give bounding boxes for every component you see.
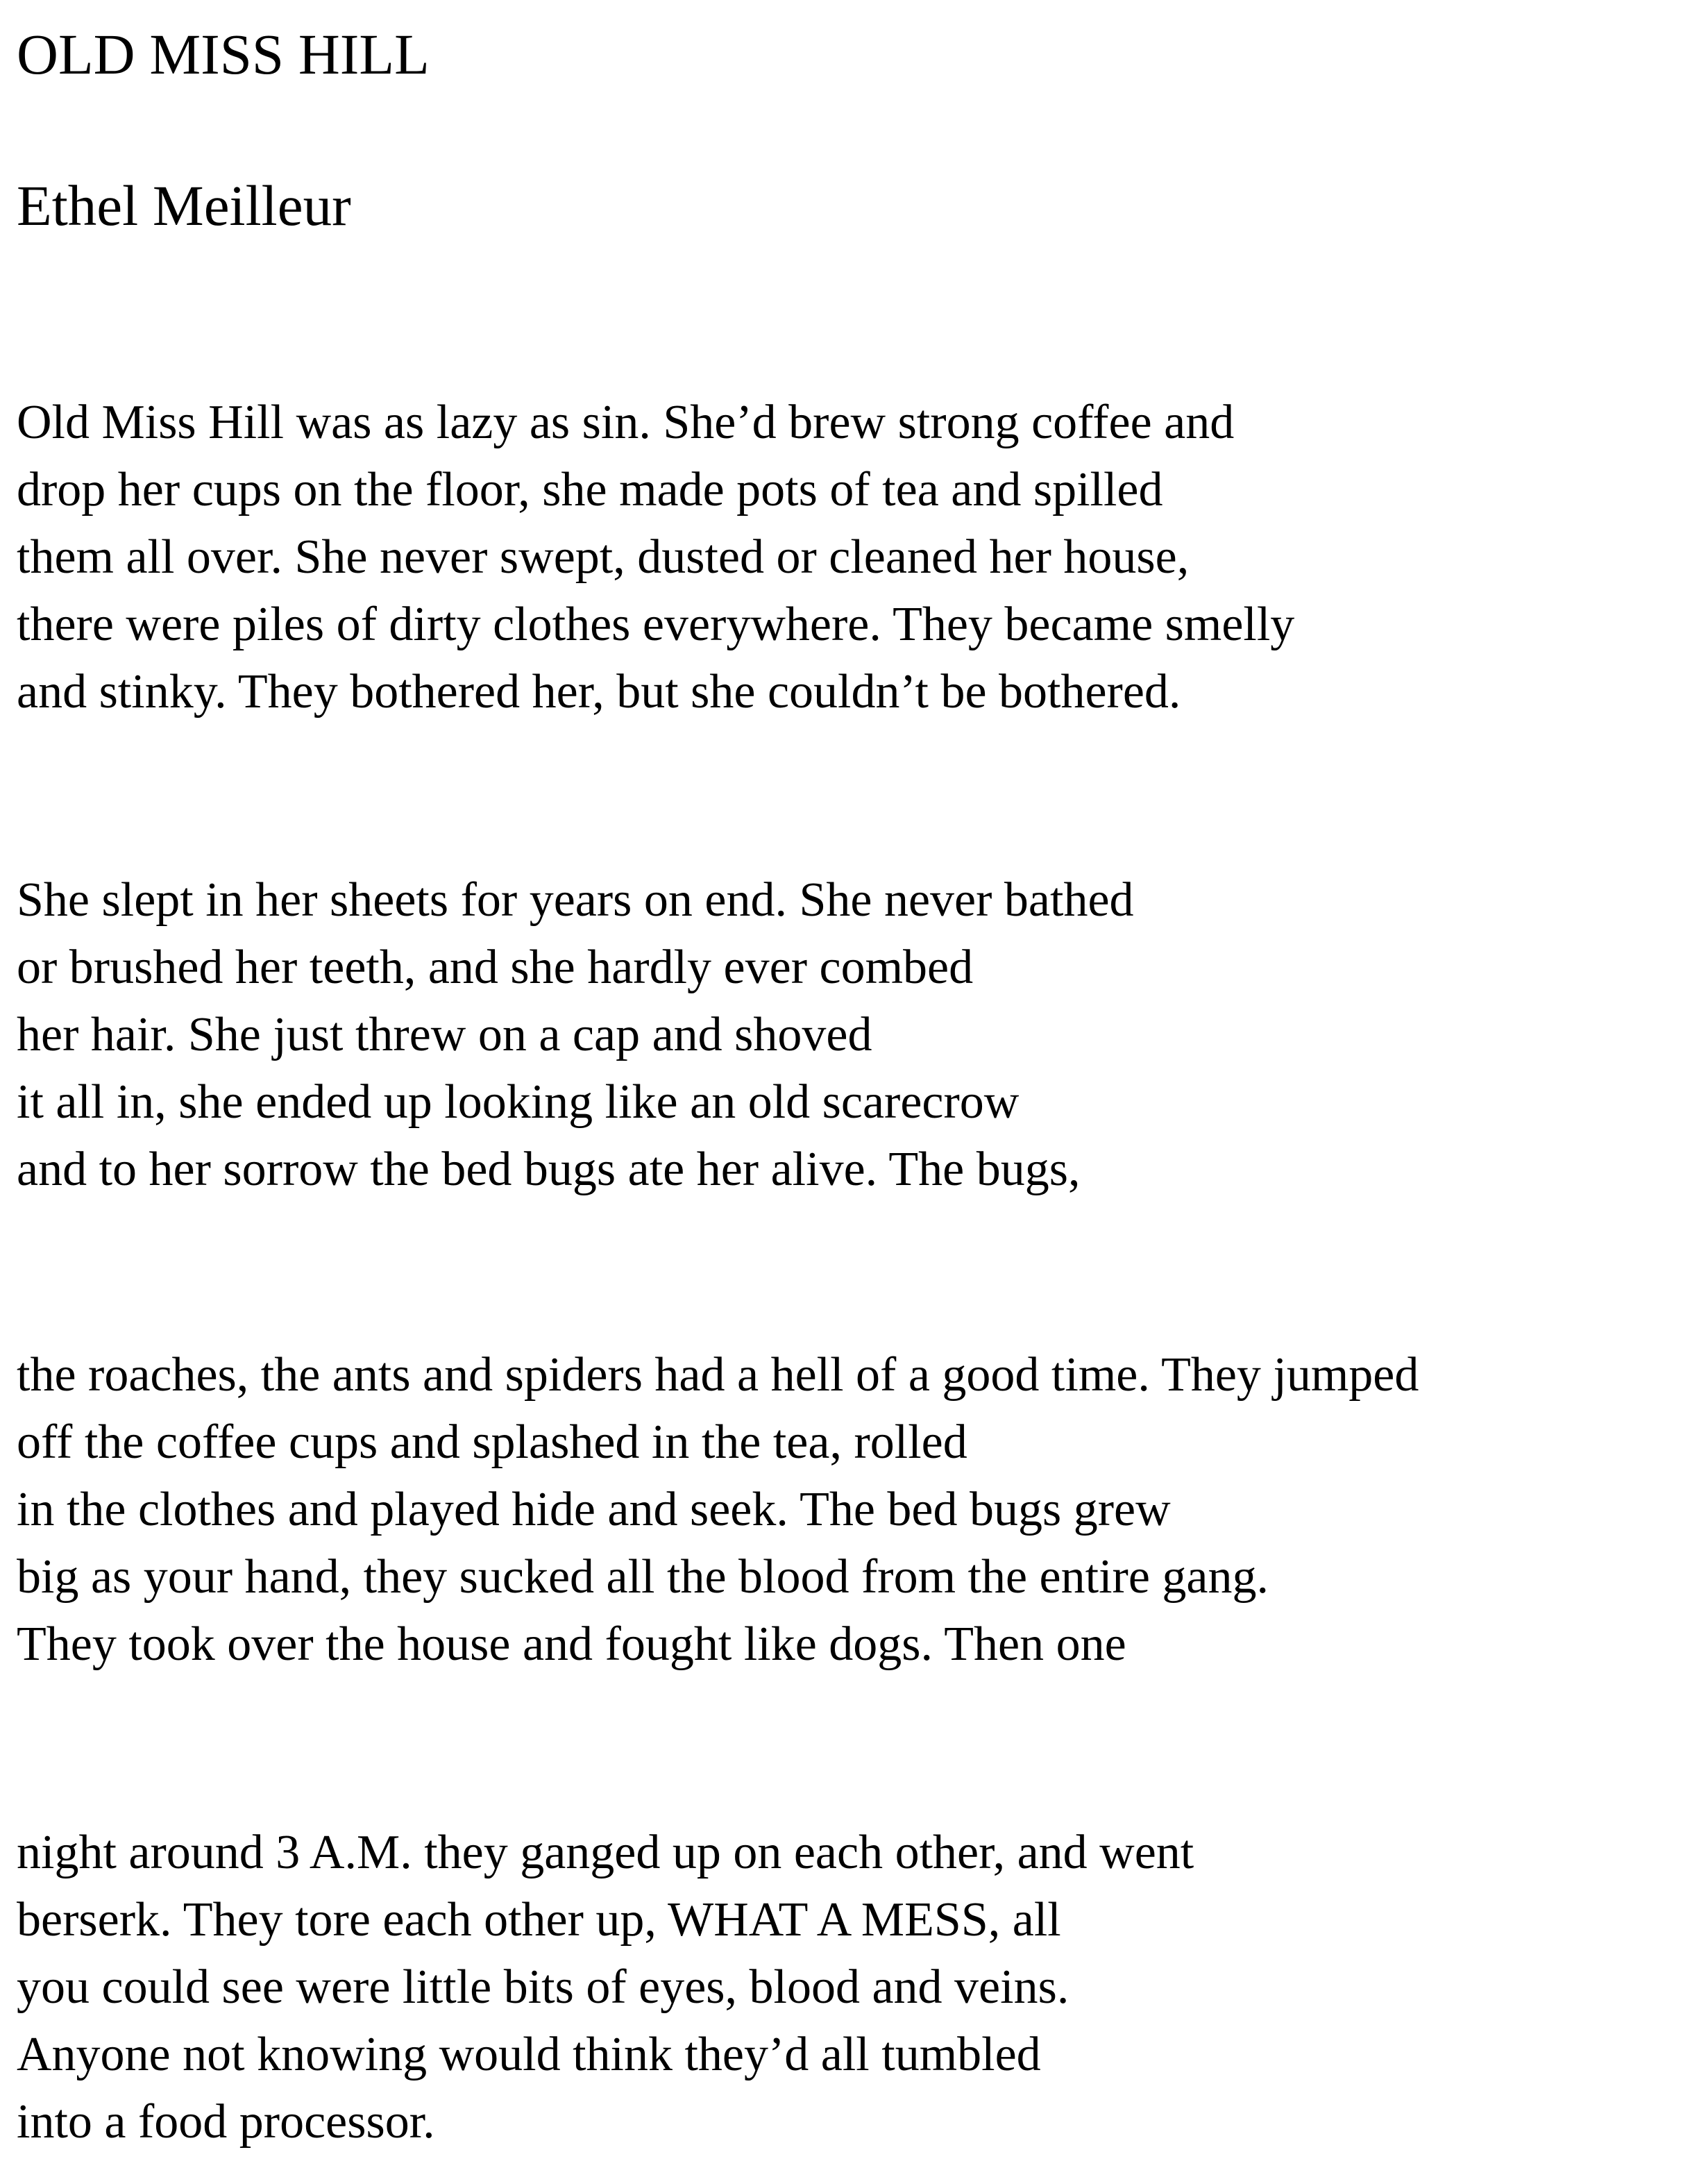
poem-line: you could see were little bits of eyes, blood and veins.	[17, 1960, 1069, 2014]
poem-line: big as your hand, they sucked all the blood from the entire gang.	[17, 1550, 1269, 1604]
poem-line: night around 3 A.M. they ganged up on each other, and went	[17, 1826, 1194, 1879]
poem-line: into a food processor.	[17, 2095, 435, 2149]
poem-line: in the clothes and played hide and seek. The bed bugs grew	[17, 1483, 1171, 1536]
poem-line: They took over the house and fought like dogs. Then one	[17, 1617, 1126, 1671]
stanza-3	[17, 1341, 1419, 1678]
poem-line: it all in, she ended up looking like an old scarecrow	[17, 1075, 1020, 1129]
stanza-2	[17, 866, 1134, 1203]
poem-line: and stinky. They bothered her, but she couldn’t be bothered.	[17, 665, 1181, 719]
poem-line: or brushed her teeth, and she hardly ever combed	[17, 941, 974, 994]
stanza-1	[17, 389, 1294, 725]
poem-line: berserk. They tore each other up, WHAT A MESS, all	[17, 1893, 1061, 1947]
poem-line: drop her cups on the floor, she made pots of tea and spilled	[17, 463, 1163, 516]
poem-line: She slept in her sheets for years on end. She never bathed	[17, 873, 1134, 927]
poem-line: there were piles of dirty clothes everywhere. They became smelly	[17, 598, 1295, 651]
poem-author: Ethel Meilleur	[17, 174, 351, 237]
poem-line: them all over. She never swept, dusted or cleaned her house,	[17, 530, 1190, 584]
poem-title: OLD MISS HILL	[17, 22, 430, 86]
poem-line: the roaches, the ants and spiders had a hell of a good time. They jumped	[17, 1348, 1419, 1402]
poem-line: off the coffee cups and splashed in the tea, rolled	[17, 1415, 967, 1469]
poem-line: Old Miss Hill was as lazy as sin. She’d brew strong coffee and	[17, 396, 1235, 449]
poem-line: and to her sorrow the bed bugs ate her alive. The bugs,	[17, 1143, 1081, 1196]
stanza-4	[17, 1819, 1194, 2156]
poem-line: Anyone not knowing would think they’d all tumbled	[17, 2028, 1041, 2081]
poem-line: her hair. She just threw on a cap and shoved	[17, 1008, 872, 1061]
